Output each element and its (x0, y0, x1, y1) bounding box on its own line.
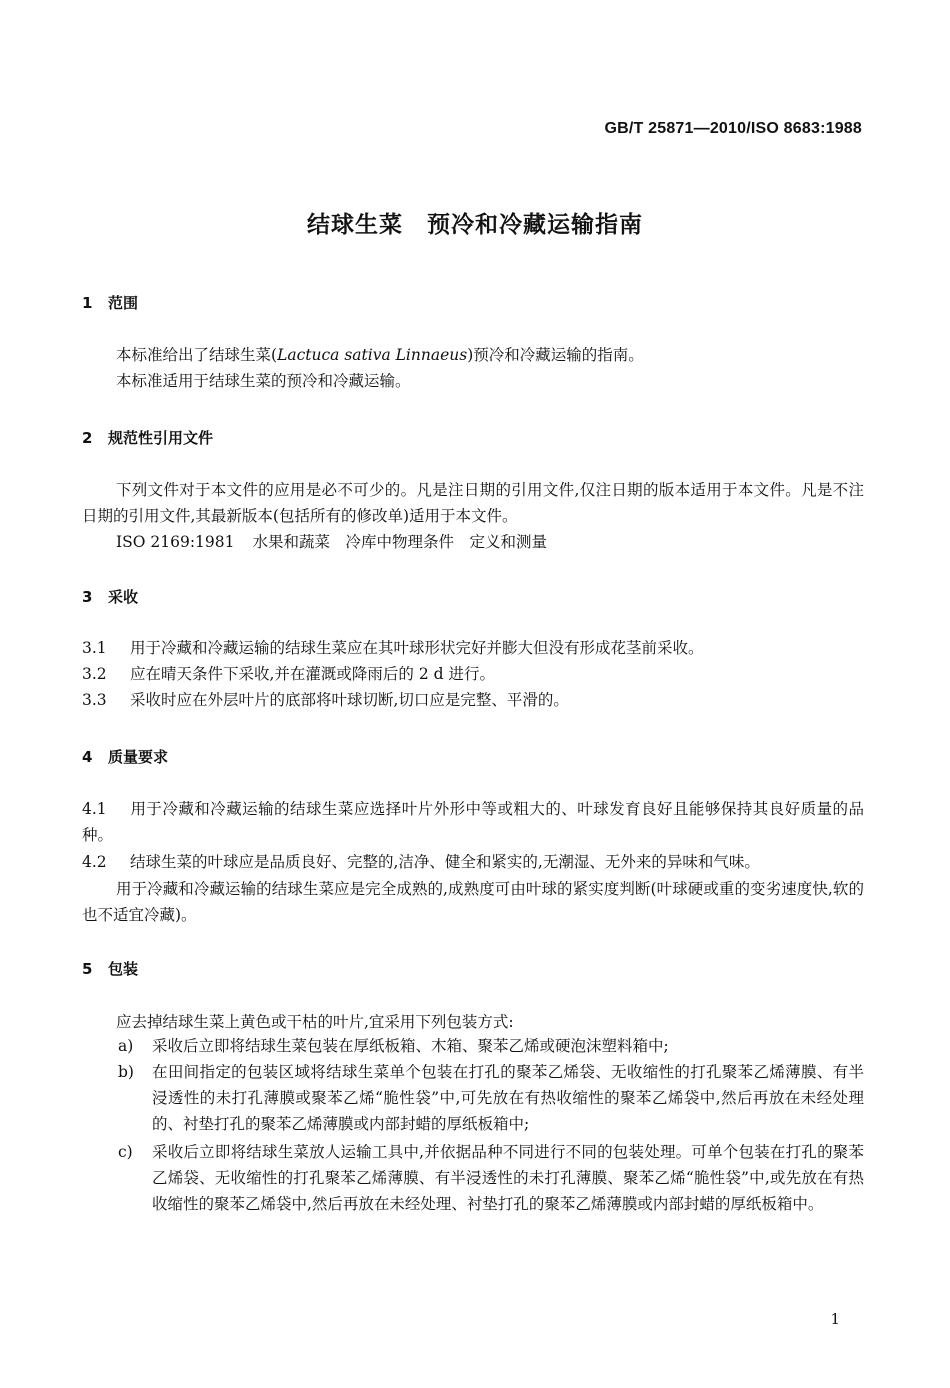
list-item-c: 采收后立即将结球生菜放人运输工具中,并依据品种不同进行不同的包装处理。可单个包装在打孔的聚苯乙烯袋、无收缩性的打孔聚苯乙烯薄膜、有半浸透性的未打孔薄膜、聚苯乙烯“脆性袋”中,或先放在有热收缩性的聚苯乙烯袋中,然后再放在未经处理、衬垫打孔的聚苯乙烯薄膜或内部封蜡的厚纸板箱中。 (152, 1143, 864, 1213)
section-title: 包装 (108, 960, 139, 978)
clause-3-3 (82, 688, 569, 712)
clause-text: 应在晴天条件下采收,并在灌溉或降雨后的 2 d 进行。 (130, 665, 495, 683)
page-number: 1 (830, 1310, 840, 1328)
maturity-paragraph: 用于冷藏和冷藏运输的结球生菜应是完全成熟的,成熟度可由叶球的紧实度判断(叶球硬或重的变劣速度快,软的也不适宜冷藏)。 (82, 880, 864, 924)
section-heading-1 (82, 292, 138, 313)
clause-number: 4.2 (82, 853, 107, 871)
clause-text: 用于冷藏和冷藏运输的结球生菜应在其叶球形状完好并膨大但没有形成花茎前采收。 (130, 639, 704, 657)
list-item-b: 在田间指定的包装区域将结球生菜单个包装在打孔的聚苯乙烯袋、无收缩性的打孔聚苯乙烯薄膜、有半浸透性的未打孔薄膜或聚苯乙烯“脆性袋”中,可先放在有热收缩性的聚苯乙烯袋中,然后再放在未经处理的、衬垫打孔的聚苯乙烯薄膜或内部封蜡的厚纸板箱中; (152, 1063, 864, 1133)
section-number: 4 (82, 748, 93, 766)
clause-4-1 (82, 796, 864, 848)
standard-code: GB/T 25871—2010/ISO 8683:1988 (604, 120, 862, 137)
clause-number: 3.2 (82, 665, 107, 683)
reference-code: ISO 2169:1981 (116, 533, 235, 551)
section-number: 1 (82, 294, 93, 312)
section-number: 5 (82, 960, 93, 978)
section-title: 采收 (108, 588, 139, 606)
section-heading-5 (82, 958, 138, 979)
scope-text-pre: 本标准给出了结球生菜( (116, 346, 278, 364)
scope-text-post: )预冷和冷藏运输的指南。 (467, 346, 644, 364)
scope-paragraph-2: 本标准适用于结球生菜的预冷和冷藏运输。 (116, 372, 411, 390)
clause-number: 3.3 (82, 691, 107, 709)
section-heading-2 (82, 427, 213, 448)
list-label-a: a) (118, 1037, 134, 1055)
clause-text: 用于冷藏和冷藏运输的结球生菜应选择叶片外形中等或粗大的、叶球发育良好且能够保持其良好质量的品种。 (82, 800, 864, 844)
clause-4-2 (82, 850, 760, 874)
section-number: 3 (82, 588, 93, 606)
reference-title: 水果和蔬菜 冷库中物理条件 定义和测量 (252, 533, 548, 551)
scope-paragraph-1 (116, 343, 644, 367)
packaging-intro: 应去掉结球生菜上黄色或干枯的叶片,宜采用下列包装方式: (116, 1013, 514, 1031)
section-heading-4 (82, 746, 168, 767)
section-title: 规范性引用文件 (108, 429, 214, 447)
list-item-a: 采收后立即将结球生菜包装在厚纸板箱、木箱、聚苯乙烯或硬泡沫塑料箱中; (152, 1037, 669, 1055)
list-label-b: b) (118, 1063, 134, 1081)
clause-text: 结球生菜的叶球应是品质良好、完整的,洁净、健全和紧实的,无潮湿、无外来的异味和气味。 (130, 853, 760, 871)
section-title: 范围 (108, 294, 139, 312)
section-number: 2 (82, 429, 93, 447)
clause-number: 3.1 (82, 639, 107, 657)
list-label-c: c) (118, 1143, 133, 1161)
clause-3-2 (82, 662, 495, 686)
clause-3-1 (82, 636, 704, 660)
clause-text: 采收时应在外层叶片的底部将叶球切断,切口应是完整、平滑的。 (130, 691, 569, 709)
scientific-name: Lactuca sativa Linnaeus (277, 346, 468, 364)
section-heading-3 (82, 586, 138, 607)
section-title: 质量要求 (108, 748, 169, 766)
clause-number: 4.1 (82, 800, 107, 818)
document-title: 结球生菜 预冷和冷藏运输指南 (307, 212, 643, 238)
normative-reference (116, 530, 547, 554)
normative-paragraph: 下列文件对于本文件的应用是必不可少的。凡是注日期的引用文件,仅注日期的版本适用于本文件。凡是不注日期的引用文件,其最新版本(包括所有的修改单)适用于本文件。 (82, 481, 864, 525)
